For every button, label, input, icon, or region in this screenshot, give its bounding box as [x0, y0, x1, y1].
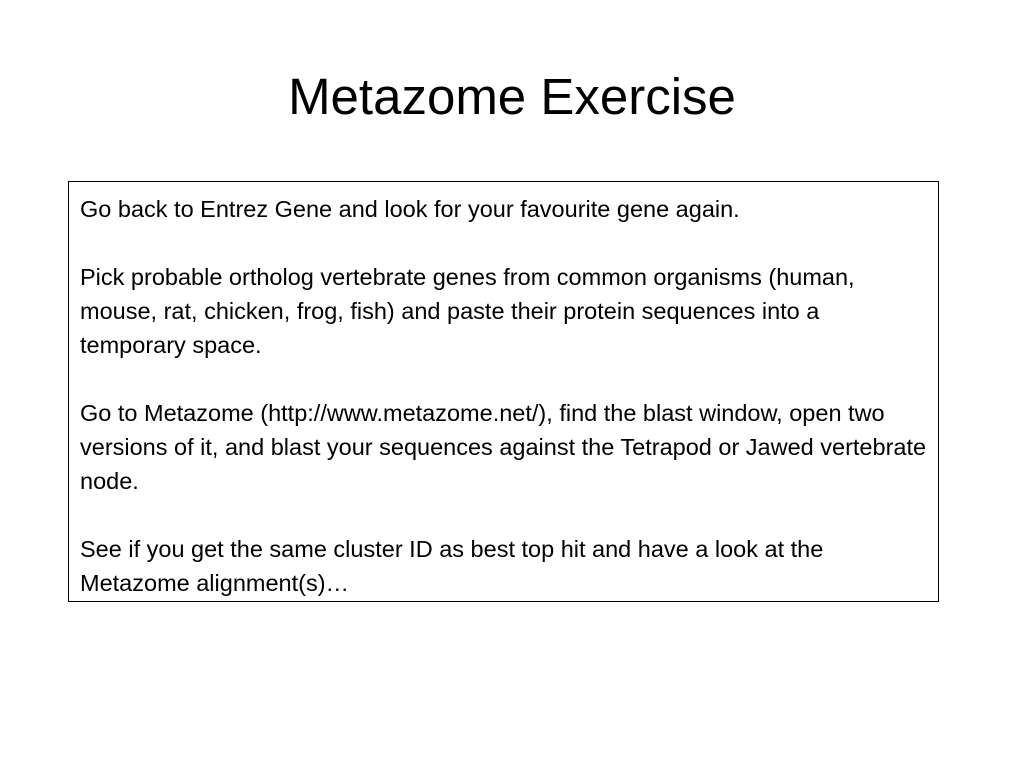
slide-title: Metazome Exercise	[288, 68, 736, 125]
instruction-paragraph: Go to Metazome (http://www.metazome.net/), find the blast window, open two versions of it, and blast your sequences against the Tetrapod or Jawed vertebrate node.	[80, 400, 927, 494]
instruction-paragraph: See if you get the same cluster ID as best top hit and have a look at the Metazome alignment(s)…	[80, 536, 824, 596]
instruction-paragraph: Go back to Entrez Gene and look for your favourite gene again.	[80, 196, 740, 222]
instructions-box	[68, 181, 939, 602]
instruction-paragraph: Pick probable ortholog vertebrate genes from common organisms (human, mouse, rat, chicken, frog, fish) and paste their protein sequences into a temporary space.	[80, 264, 855, 358]
